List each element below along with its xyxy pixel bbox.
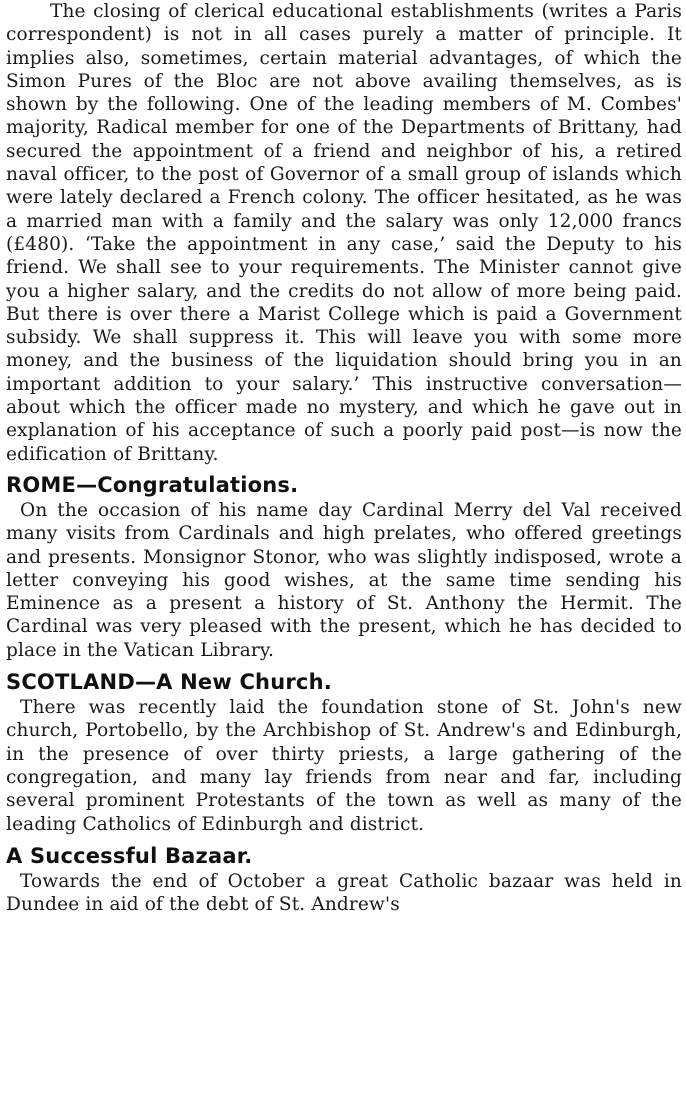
intro-paragraph: The closing of clerical educational establishments (writes a Paris correspondent) is not in all cases purely a matter of principle. It implies also, sometimes, certain material advantages, of which the Simon Pures of the Bloc are not above availing themselves, as is shown by the following. One of the leading members of M. Combes' majority, Radical member for one of the Departments of Brittany, had secured the appointment of a friend and neighbor of his, a retired naval officer, to the post of Governor of a small group of islands which were lately declared a French colony. The officer hesitated, as he was a married man with a family and the salary was only 12,000 francs (£480). ‘Take the appointment in any case,’ said the Deputy to his friend. We shall see to your requirements. The Minister cannot give you a higher salary, and the credits do not allow of more being paid. But there is over there a Marist College which is paid a Government subsidy. We shall suppress it. This will leave you with some more money, and the business of the liquidation should bring you in an important addition to your salary.’ This instructive conversation—about which the officer made no mystery, and which he gave out in explanation of his acceptance of such a poorly paid post—is now the edification of Brittany. [6,1,682,465]
newspaper-column [6,0,682,916]
section-body-scotland: There was recently laid the foundation stone of St. John's new church, Portobello, by the Archbishop of St. Andrew's and Edinburgh, in the presence of over thirty priests, a large gathering of the congregation, and many lay friends from near and far, including several prominent Protestants of the town as well as many of the leading Catholics of Edinburgh and district. [6,697,682,835]
section-heading-rome: ROME—Congratulations. [6,472,299,497]
section-body-bazaar: Towards the end of October a great Catholic bazaar was held in Dundee in aid of the debt of St. Andrew's [6,870,682,916]
section-body-rome: On the occasion of his name day Cardinal Merry del Val received many visits from Cardinals and high prelates, who offered greetings and presents. Monsignor Stonor, who was slightly indisposed, wrote a letter conveying his good wishes, at the same time sending his Eminence as a present a history of St. Anthony the Hermit. The Cardinal was very pleased with the present, which he has decided to place in the Vatican Library. [6,499,682,661]
section-heading-scotland: SCOTLAND—A New Church. [6,670,332,695]
section-heading-bazaar: A Successful Bazaar. [6,843,253,868]
